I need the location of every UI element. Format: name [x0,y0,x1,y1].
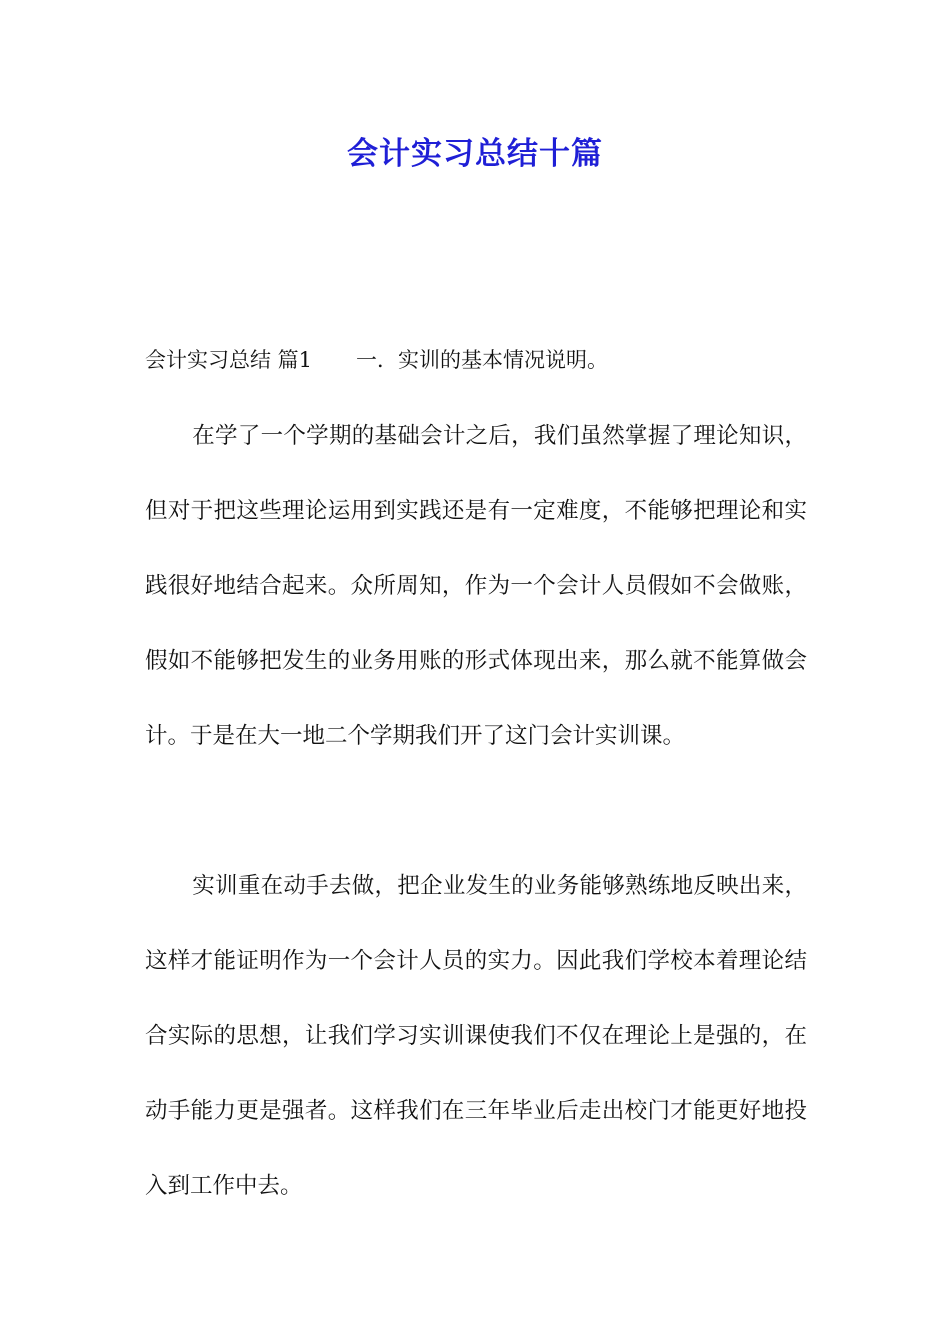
body-paragraph-2 [145,849,807,1224]
paragraph-text: 实训重在动手去做，把企业发生的业务能够熟练地反映出来，这样才能证明作为一个会计人员的实力。因此我们学校本着理论结合实际的思想，让我们学习实训课使我们不仅在理论上是强的，在动手能力更是强者。这样我们在三年毕业后走出校门才能更好地投入到工作中去。 [145,873,807,1199]
paragraph-text: 在学了一个学期的基础会计之后，我们虽然掌握了理论知识，但对于把这些理论运用到实践还是有一定难度，不能够把理论和实践很好地结合起来。众所周知，作为一个会计人员假如不会做账，假如不能够把发生的业务用账的形式体现出来，那么就不能算做会计。于是在大一地二个学期我们开了这门会计实训课。 [145,423,807,749]
document-title: 会计实习总结十篇 [347,136,603,172]
body-paragraph-1 [145,399,807,774]
section-heading [145,344,825,376]
section-label: 会计实习总结 篇1 [145,348,313,372]
section-subheading: 一．实训的基本情况说明。 [356,348,609,372]
